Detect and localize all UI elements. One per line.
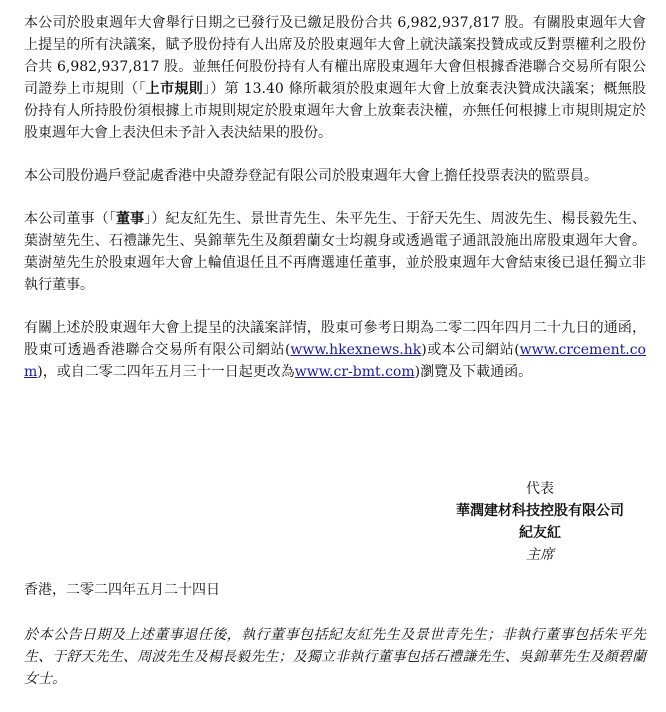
shares-text-a: 本公司於股東週年大會舉行日期之已發行及已繳足股份合共 6,982,937,817 股。有關股東週年大會上提呈的所有決議案，賦予股份持有人出席及於股東週年大會上就決議案投贊成或反對票權利之股份合共 6,982,937,817 股。並無任何股份持有人有權出席股東週年大會但根據香港聯合交易所有限公司證券上市規則（「 [24,15,646,97]
cr-bmt-link[interactable]: www.cr-bmt.com [294,364,415,380]
circular-text-d: )瀏覽及下載通函。 [414,364,533,380]
directors-paragraph [24,208,646,296]
date-line: 香港，二零二四年五月二十四日 [24,582,220,598]
shares-text-b: 」）第 13.40 條所載須於股東週年大會上放棄表決贊成決議案；概無股份持有人所持股份須根據上市規則規定於股東週年大會上放棄表決權，亦無任何根據上市規則規定於股東週年大會上表決但未予計入表決結果的股份。 [24,81,647,141]
signatory-name: 紀友紅 [519,525,561,541]
shares-paragraph [24,12,646,144]
signature-block [24,478,624,566]
scrutineer-text: 本公司股份過戶登記處香港中央證券登記有限公司於股東週年大會上擔任投票表決的監票員。 [24,168,598,184]
circular-text-b: )或本公司網站( [421,342,520,358]
circular-paragraph [24,317,646,383]
company-name: 華潤建材科技控股有限公司 [456,503,624,519]
signatory-title: 主席 [526,547,554,563]
scrutineer-paragraph [24,165,646,187]
announcement-body [24,12,646,404]
directors-term: 董事 [115,211,145,227]
board-composition-note: 於本公告日期及上述董事退任後，執行董事包括紀友紅先生及景世青先生；非執行董事包括朱平先生、于舒天先生、周波先生及楊長毅先生；及獨立非執行董事包括石禮謙先生、吳錦華先生及顏碧蘭女士。 [24,627,646,687]
listing-rules-term: 上市規則 [145,81,204,97]
circular-text-a: 有關上述於股東週年大會上提呈的決議案詳情，股東可參考日期為二零二四年四月二十九日的通函，股東可透過香港聯合交易所有限公司網站( [24,320,646,358]
directors-text-b: 」）紀友紅先生、景世青先生、朱平先生、于舒天先生、周波先生、楊長毅先生、葉澍堃先生、石禮謙先生、吳錦華先生及顏碧蘭女士均親身或透過電子通訊設施出席股東週年大會。葉澍堃先生於股東週年大會上輪值退任且不再膺選連任董事，並於股東週年大會結束後已退任獨立非執行董事。 [24,211,647,293]
on-behalf-label: 代表 [526,481,554,497]
crcement-link[interactable]: www.crcement.com [24,342,646,380]
directors-text-a: 本公司董事（「 [24,211,116,227]
hkexnews-link[interactable]: www.hkexnews.hk [290,342,422,358]
circular-text-c: )，或自二零二四年五月三十一日起更改為 [37,364,295,380]
